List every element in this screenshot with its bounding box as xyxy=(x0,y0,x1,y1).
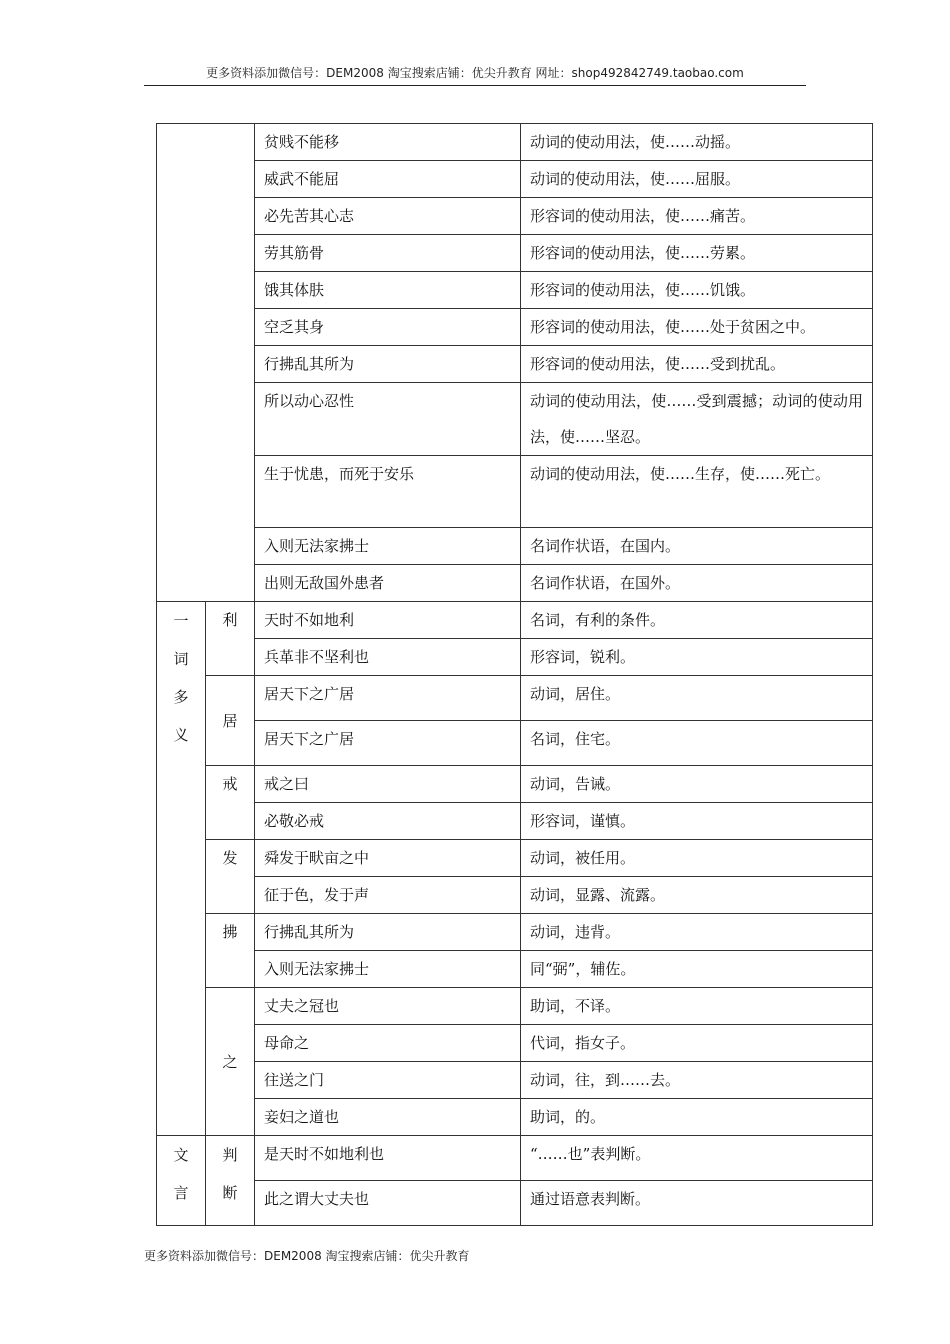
phrase-cell: 入则无法家拂士 xyxy=(255,528,521,565)
phrase-cell: 行拂乱其所为 xyxy=(255,346,521,383)
phrase-cell: 入则无法家拂士 xyxy=(255,951,521,988)
phrase-cell: 居天下之广居 xyxy=(255,721,521,766)
table-row xyxy=(157,161,873,198)
phrase-cell: 劳其筋骨 xyxy=(255,235,521,272)
word-cell: 居 xyxy=(206,676,255,766)
meaning-cell: 形容词的使动用法，使……处于贫困之中。 xyxy=(521,309,873,346)
vocabulary-table xyxy=(156,123,873,1226)
meaning-cell: 形容词，锐利。 xyxy=(521,639,873,676)
meaning-cell: 代词，指女子。 xyxy=(521,1025,873,1062)
table-row xyxy=(157,676,873,721)
table-row xyxy=(157,988,873,1025)
meaning-cell: 形容词的使动用法，使……饥饿。 xyxy=(521,272,873,309)
category-cell xyxy=(157,1136,206,1226)
phrase-cell: 饿其体肤 xyxy=(255,272,521,309)
phrase-cell: 空乏其身 xyxy=(255,309,521,346)
word-cell: 利 xyxy=(206,602,255,676)
meaning-cell: “……也”表判断。 xyxy=(521,1136,873,1181)
table-row xyxy=(157,346,873,383)
phrase-cell: 丈夫之冠也 xyxy=(255,988,521,1025)
phrase-cell: 贫贱不能移 xyxy=(255,124,521,161)
word-cell: 拂 xyxy=(206,914,255,988)
meaning-cell: 名词作状语，在国外。 xyxy=(521,565,873,602)
phrase-cell: 居天下之广居 xyxy=(255,676,521,721)
sub-category-label: 判断 xyxy=(222,1146,238,1202)
meaning-cell: 形容词的使动用法，使……痛苦。 xyxy=(521,198,873,235)
phrase-cell: 往送之门 xyxy=(255,1062,521,1099)
phrase-cell: 天时不如地利 xyxy=(255,602,521,639)
meaning-cell: 助词，不译。 xyxy=(521,988,873,1025)
phrase-cell: 威武不能屈 xyxy=(255,161,521,198)
table-row xyxy=(157,951,873,988)
meaning-cell: 同“弼”，辅佐。 xyxy=(521,951,873,988)
meaning-cell: 助词，的。 xyxy=(521,1099,873,1136)
phrase-cell: 兵革非不坚利也 xyxy=(255,639,521,676)
table-row xyxy=(157,877,873,914)
meaning-cell: 形容词，谨慎。 xyxy=(521,803,873,840)
meaning-cell: 动词的使动用法，使……受到震撼；动词的使动用法，使……坚忍。 xyxy=(521,383,873,456)
word-cell: 之 xyxy=(206,988,255,1136)
phrase-cell: 是天时不如地利也 xyxy=(255,1136,521,1181)
phrase-cell: 舜发于畎亩之中 xyxy=(255,840,521,877)
table-row xyxy=(157,309,873,346)
table-row xyxy=(157,456,873,528)
table-row xyxy=(157,721,873,766)
phrase-cell: 出则无敌国外患者 xyxy=(255,565,521,602)
table-row xyxy=(157,766,873,803)
table-row xyxy=(157,565,873,602)
meaning-cell: 动词，告诫。 xyxy=(521,766,873,803)
table-row xyxy=(157,1181,873,1226)
table-row xyxy=(157,803,873,840)
meaning-cell: 动词的使动用法，使……屈服。 xyxy=(521,161,873,198)
phrase-cell: 生于忧患，而死于安乐 xyxy=(255,456,521,528)
meaning-cell: 形容词的使动用法，使……受到扰乱。 xyxy=(521,346,873,383)
phrase-cell: 征于色，发于声 xyxy=(255,877,521,914)
category-label: 一词多义 xyxy=(173,612,189,744)
meaning-cell: 名词，住宅。 xyxy=(521,721,873,766)
category-cell xyxy=(157,602,206,1136)
meaning-cell: 动词的使动用法，使……生存，使……死亡。 xyxy=(521,456,873,528)
phrase-cell: 必先苦其心志 xyxy=(255,198,521,235)
table-row xyxy=(157,235,873,272)
table-row xyxy=(157,1062,873,1099)
sub-category-cell xyxy=(206,1136,255,1226)
empty-category-cell xyxy=(157,124,255,602)
meaning-cell: 动词，居住。 xyxy=(521,676,873,721)
phrase-cell: 母命之 xyxy=(255,1025,521,1062)
table-row xyxy=(157,272,873,309)
phrase-cell: 妾妇之道也 xyxy=(255,1099,521,1136)
meaning-cell: 形容词的使动用法，使……劳累。 xyxy=(521,235,873,272)
word-cell: 发 xyxy=(206,840,255,914)
table-row xyxy=(157,840,873,877)
table-row xyxy=(157,124,873,161)
phrase-cell: 所以动心忍性 xyxy=(255,383,521,456)
meaning-cell: 名词作状语，在国内。 xyxy=(521,528,873,565)
page-footer: 更多资料添加微信号：DEM2008 淘宝搜索店铺：优尖升教育 xyxy=(144,1249,470,1263)
table-row xyxy=(157,602,873,639)
meaning-cell: 名词，有利的条件。 xyxy=(521,602,873,639)
page-header: 更多资料添加微信号：DEM2008 淘宝搜索店铺：优尖升教育 网址：shop492842749.taobao.com xyxy=(144,64,806,86)
meaning-cell: 动词的使动用法，使……动摇。 xyxy=(521,124,873,161)
category-label: 文言 xyxy=(173,1146,189,1202)
meaning-cell: 通过语意表判断。 xyxy=(521,1181,873,1226)
meaning-cell: 动词，违背。 xyxy=(521,914,873,951)
phrase-cell: 必敬必戒 xyxy=(255,803,521,840)
phrase-cell: 此之谓大丈夫也 xyxy=(255,1181,521,1226)
table-row xyxy=(157,198,873,235)
phrase-cell: 戒之曰 xyxy=(255,766,521,803)
table-row xyxy=(157,639,873,676)
table-row xyxy=(157,914,873,951)
table-row xyxy=(157,1025,873,1062)
meaning-cell: 动词，往，到……去。 xyxy=(521,1062,873,1099)
table-row xyxy=(157,1136,873,1181)
phrase-cell: 行拂乱其所为 xyxy=(255,914,521,951)
word-cell: 戒 xyxy=(206,766,255,840)
meaning-cell: 动词，显露、流露。 xyxy=(521,877,873,914)
meaning-cell: 动词，被任用。 xyxy=(521,840,873,877)
table-row xyxy=(157,1099,873,1136)
table-row xyxy=(157,383,873,456)
table-row xyxy=(157,528,873,565)
